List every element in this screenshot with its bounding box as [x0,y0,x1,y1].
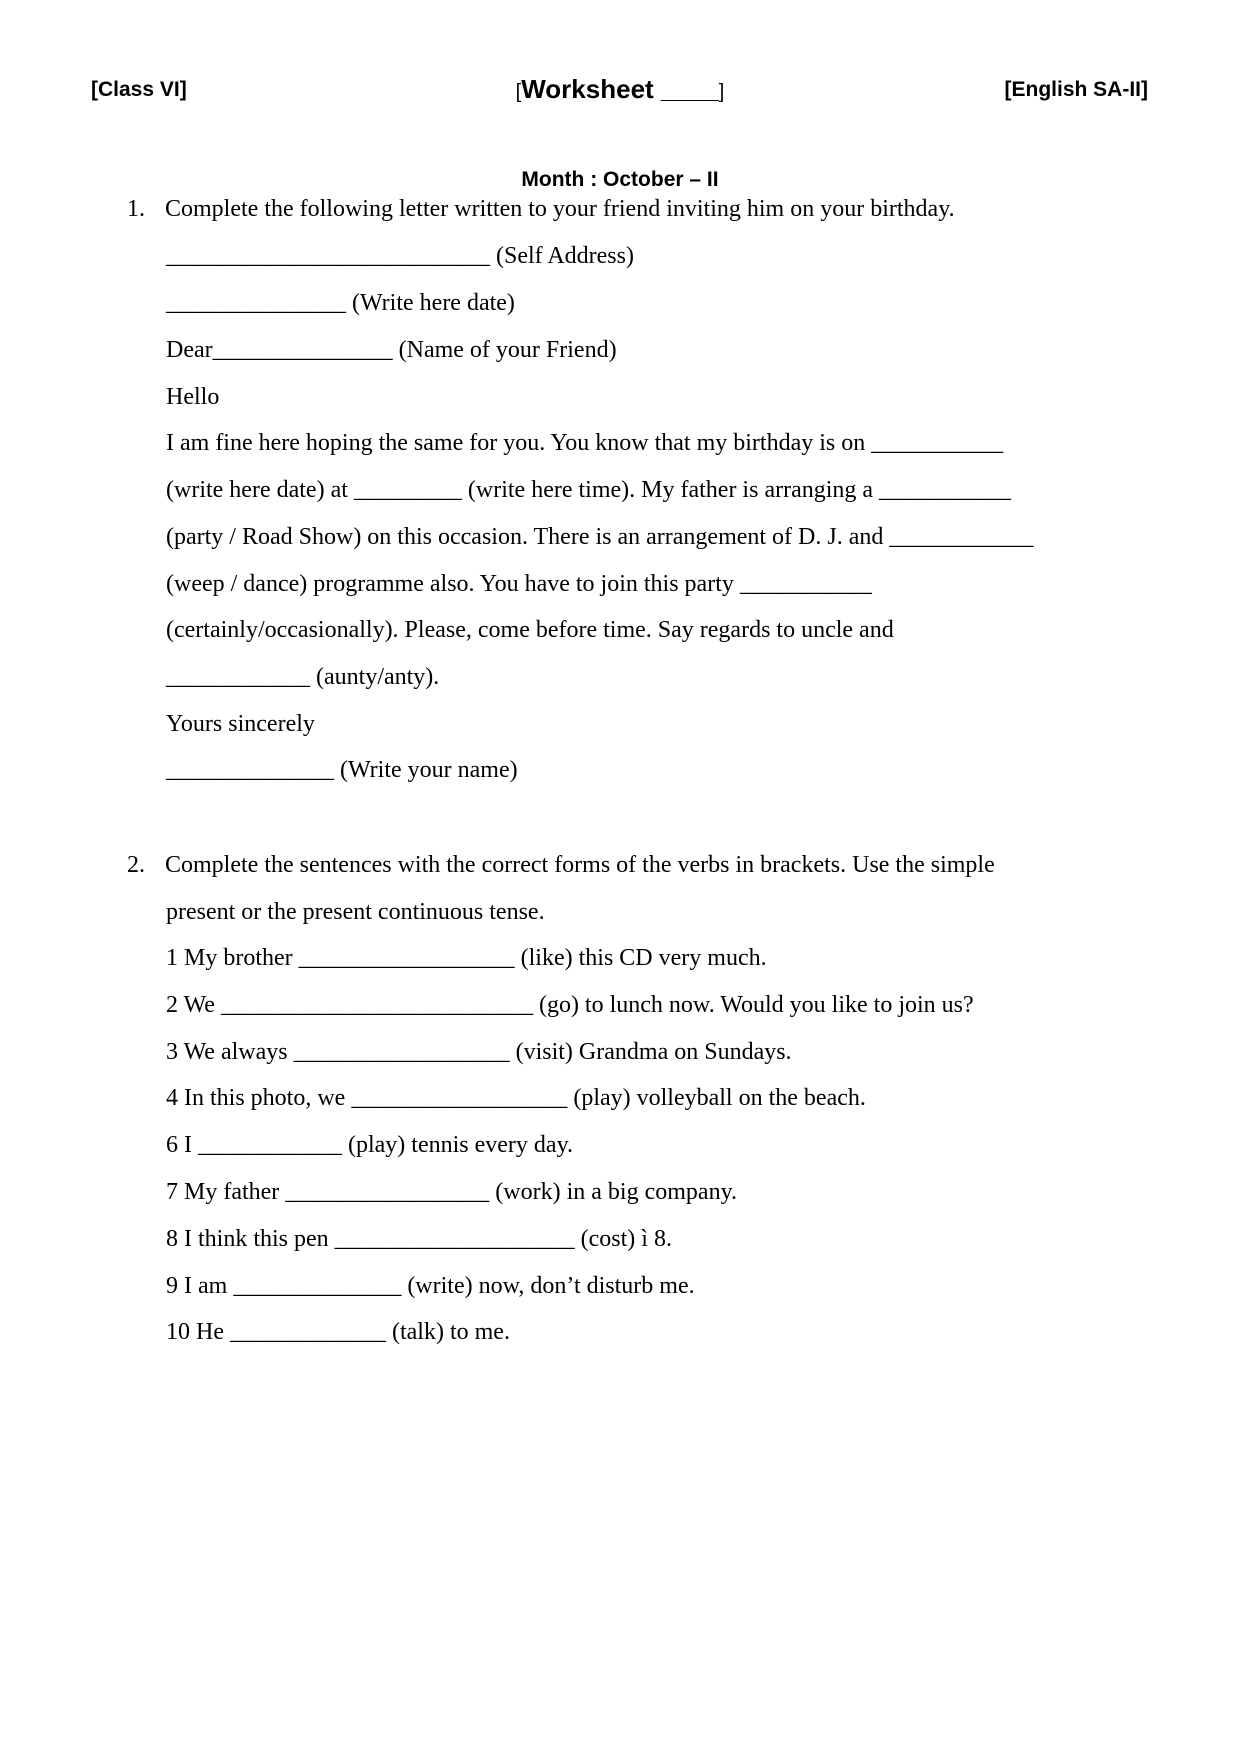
sentence-item: 3 We always __________________ (visit) Grandma on Sundays. [166,1039,792,1065]
letter-line: I am fine here hoping the same for you. You know that my birthday is on ___________ [166,430,1004,456]
letter-line: ____________ (aunty/anty). [166,664,440,690]
letter-line: (party / Road Show) on this occasion. There is an arrangement of D. J. and ____________ [166,524,1034,550]
letter-line: _______________ (Write here date) [166,290,515,316]
subject-label: [English SA-II] [1004,78,1148,101]
question-1-text: Complete the following letter written to your friend inviting him on your birthday. [165,196,955,222]
question-1-prompt [127,196,955,223]
sentence-item: 6 I ____________ (play) tennis every day. [166,1132,574,1158]
letter-line: ______________ (Write your name) [166,757,518,783]
letter-line: Hello [166,384,220,410]
question-2-text: Complete the sentences with the correct forms of the verbs in brackets. Use the simple [165,852,995,878]
sentence-item: 9 I am ______________ (write) now, don’t disturb me. [166,1273,695,1299]
worksheet-label: Worksheet ____ [521,74,719,104]
question-1-number: 1. [127,196,145,222]
sentence-item: 4 In this photo, we __________________ (play) volleyball on the beach. [166,1085,866,1111]
letter-line: (weep / dance) programme also. You have to join this party ___________ [166,571,872,597]
sentence-item: 10 He _____________ (talk) to me. [166,1319,510,1345]
letter-line: (write here date) at _________ (write here time). My father is arranging a ___________ [166,477,1012,503]
letter-line: Dear_______________ (Name of your Friend) [166,337,617,363]
sentence-item: 7 My father _________________ (work) in a big company. [166,1179,738,1205]
sentence-item: 2 We __________________________ (go) to lunch now. Would you like to join us? [166,992,974,1018]
letter-line: (certainly/occasionally). Please, come before time. Say regards to uncle and [166,617,894,643]
question-2-number: 2. [127,852,145,878]
bracket-open: [ [515,81,522,103]
question-2-prompt-line-2: present or the present continuous tense. [166,899,545,925]
sentence-item: 1 My brother __________________ (like) this CD very much. [166,945,767,971]
letter-line: Yours sincerely [166,711,315,737]
letter-line: ___________________________ (Self Address) [166,243,634,269]
month-heading: Month : October – II [521,168,719,191]
class-label: [Class VI] [91,78,187,101]
sentence-item: 8 I think this pen ____________________ (cost) ì 8. [166,1226,672,1252]
bracket-close: ] [718,81,725,103]
question-2-prompt [127,852,995,879]
